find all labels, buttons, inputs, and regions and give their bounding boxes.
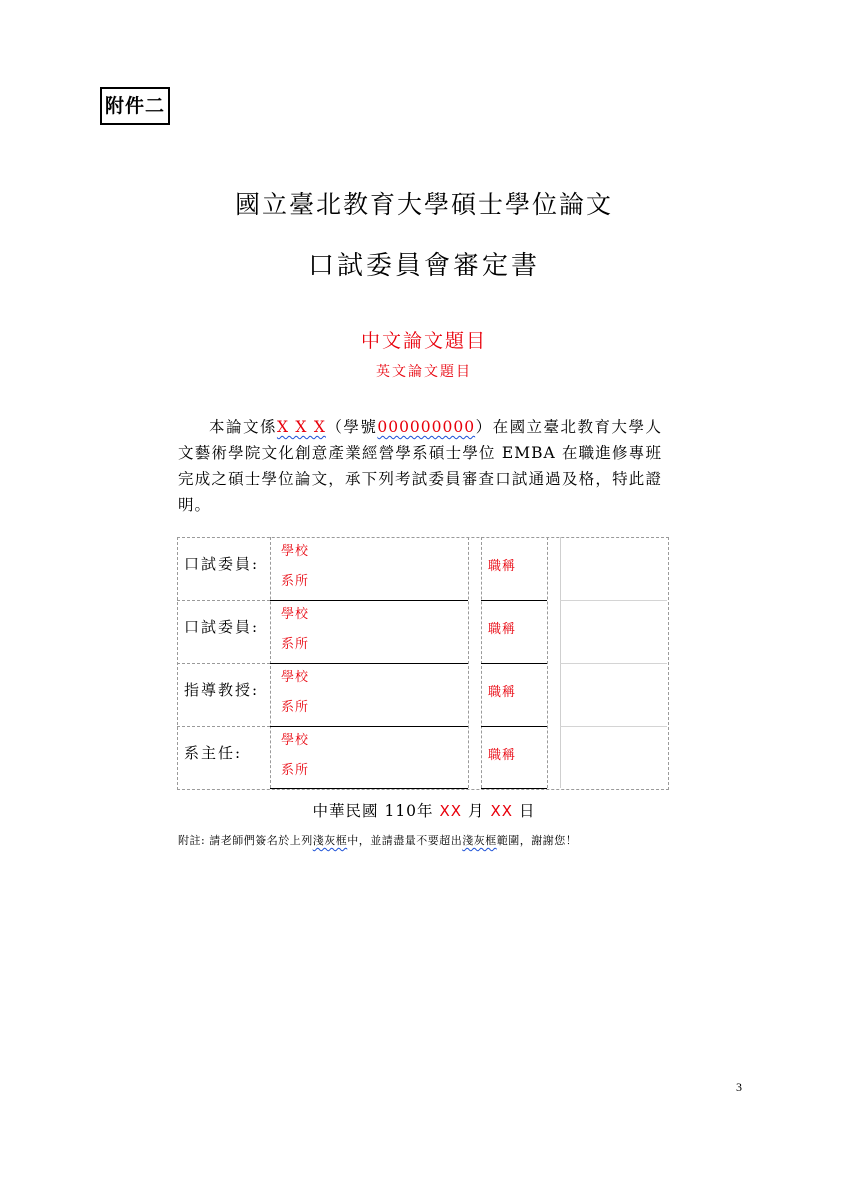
department-label: 系所 (281, 574, 310, 589)
page-number: 3 (736, 1080, 742, 1094)
student-name: X X X (276, 418, 326, 436)
table-divider (468, 537, 469, 788)
signature-line (270, 663, 468, 664)
attachment-label: 附件二 (100, 87, 170, 125)
approval-date (0, 799, 848, 821)
signature-line (481, 663, 547, 664)
job-title-label: 職稱 (488, 622, 517, 637)
job-title-label: 職稱 (488, 685, 517, 700)
signature-line (270, 726, 468, 727)
note-text: 範圍，謝謝您！ (496, 834, 578, 847)
job-title-label: 職稱 (488, 559, 517, 574)
signature-line (481, 600, 547, 601)
date-day: XX (490, 802, 513, 820)
note-text: 附註: 請老師們簽名於上列 (178, 834, 313, 847)
signature-line (270, 788, 468, 789)
table-divider (560, 663, 667, 664)
footnote (178, 832, 577, 848)
note-highlight: 淺灰框 (462, 834, 497, 847)
school-label: 學校 (281, 544, 310, 559)
committee-role: 系主任: (184, 744, 243, 762)
document-title-line2: 口試委員會審定書 (307, 251, 540, 281)
document-title-line1: 國立臺北教育大學碩士學位論文 (234, 190, 613, 219)
english-thesis-title: 英文論文題目 (376, 364, 472, 380)
note-highlight: 淺灰框 (312, 834, 348, 847)
para-intro: 本論文係 (209, 418, 277, 436)
signature-line (270, 600, 468, 601)
chinese-thesis-title: 中文論文題目 (360, 330, 487, 352)
table-divider (177, 663, 270, 664)
date-day-unit: 日 (518, 802, 536, 820)
department-label: 系所 (281, 763, 310, 778)
job-title-label: 職稱 (488, 748, 517, 763)
table-divider (560, 600, 667, 601)
school-label: 學校 (281, 733, 310, 748)
table-divider (177, 600, 270, 601)
para-body: ）在國立臺北教育大學人文藝術學院文化創意產業經營學系碩士學位 EMBA 在職進修專班完成之碩士學位論文，承下列考試委員審查口試通過及格，特此證明。 (178, 418, 662, 514)
committee-signature-table (177, 537, 669, 790)
department-label: 系所 (281, 637, 310, 652)
student-id: 000000000 (377, 418, 476, 436)
signature-line (481, 788, 547, 789)
school-label: 學校 (281, 607, 310, 622)
committee-role: 口試委員: (184, 555, 260, 573)
school-label: 學校 (281, 670, 310, 685)
table-divider (560, 726, 667, 727)
date-prefix: 中華民國 110年 (312, 802, 434, 820)
signature-line (481, 726, 547, 727)
date-month-unit: 月 (467, 802, 485, 820)
table-divider (177, 726, 270, 727)
department-label: 系所 (281, 700, 310, 715)
para-open-paren: （學號 (325, 418, 378, 436)
date-month: XX (439, 802, 463, 820)
table-divider (547, 537, 548, 788)
committee-role: 指導教授: (184, 681, 260, 699)
note-text: 中，並請盡量不要超出 (347, 834, 463, 847)
committee-role: 口試委員: (184, 618, 260, 636)
certification-paragraph (178, 414, 662, 518)
